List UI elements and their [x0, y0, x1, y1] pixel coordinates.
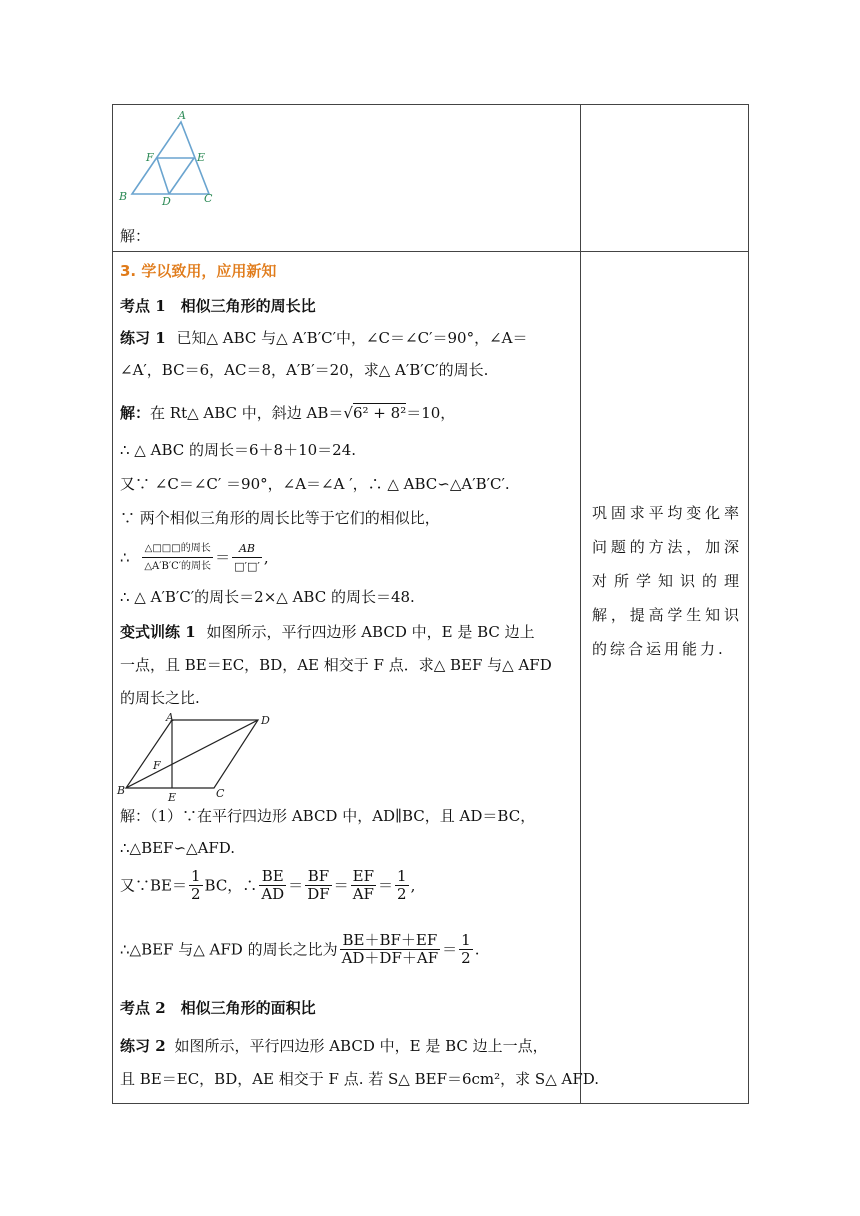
- exercise2-line1: [120, 1036, 548, 1056]
- perimeter-ratio-den: △A′B′C′的周长: [144, 561, 212, 572]
- perimeter-ratio-num: △□□□的周长: [142, 540, 213, 558]
- half-num: 1: [190, 867, 201, 885]
- exercise2-text1: 如图所示，平行四边形 ABCD 中，E 是 BC 边上一点，: [174, 1037, 548, 1055]
- eq-3: ＝: [378, 876, 394, 895]
- ratio-ef-af: [351, 868, 376, 903]
- ratio-be-ad: [259, 868, 286, 903]
- solution1-line2: ∴ △ ABC 的周长＝6＋8＋10＝24.: [120, 441, 357, 459]
- therefore-symbol: ∴: [120, 548, 130, 567]
- figure-label-e: E: [197, 151, 206, 164]
- perimeter-sum-den: AD＋DF＋AF: [341, 949, 439, 967]
- sqrt-content: 6² + 8²: [352, 404, 407, 422]
- section-heading: 3. 学以致用，应用新知: [120, 262, 277, 280]
- sqrt-symbol: √: [343, 404, 353, 422]
- variant1-line1: [120, 622, 535, 642]
- exercise1-line2: ∠A′，BC＝6，AC＝8，A′B′＝20，求△ A′B′C′的周长.: [120, 361, 489, 379]
- equals-sign: ＝: [215, 548, 231, 567]
- exercise2-label: 练习 2: [120, 1037, 166, 1055]
- para-label-d: D: [261, 714, 270, 727]
- variant1-text1: 如图所示，平行四边形 ABCD 中，E 是 BC 边上: [206, 623, 535, 641]
- exercise1-text1: 已知△ ABC 与△ A′B′C′中，∠C＝∠C′＝90°，∠A＝: [176, 329, 528, 347]
- vs4-text-a: ∴△BEF 与△ AFD 的周长之比为: [120, 940, 338, 959]
- para-label-f: F: [153, 759, 161, 772]
- side-ratio-den: □′□′: [234, 560, 260, 573]
- figure-label-c: C: [204, 192, 213, 205]
- ratio-df-den: DF: [307, 885, 330, 903]
- side-ratio-num: AB: [232, 540, 262, 558]
- ratio-bf-df: [305, 868, 331, 903]
- ratio-ef-num: EF: [352, 867, 374, 885]
- solve-label-top: 解：: [120, 227, 151, 245]
- row-divider: [112, 251, 749, 252]
- half-fraction: [189, 868, 203, 903]
- perimeter-result-den: 2: [461, 949, 471, 967]
- variant1-label: 变式训练 1: [120, 623, 196, 641]
- para-label-e: E: [168, 791, 177, 804]
- ratio-af-den: AF: [352, 885, 374, 903]
- exercise2-line2: 且 BE＝EC，BD，AE 相交于 F 点. 若 S△ BEF＝6cm²，求 S△ AFD.: [120, 1070, 600, 1088]
- exercise1-line1: [120, 328, 527, 348]
- ratio-result: [395, 868, 409, 903]
- perimeter-result: [459, 932, 473, 967]
- para-label-b: B: [117, 784, 126, 797]
- vs3-text-a: 又∵BE＝: [120, 876, 187, 895]
- solution1-label: 解：: [120, 404, 151, 422]
- solution1-line6: ∴ △ A′B′C′的周长＝2×△ ABC 的周长＝48.: [120, 588, 415, 606]
- solution1-line3: 又∵ ∠C＝∠C′ ＝90°，∠A＝∠A ′，∴ △ ABC∽△A′B′C′.: [120, 475, 510, 493]
- eq-1: ＝: [288, 876, 304, 895]
- perimeter-sum-fraction: [340, 932, 441, 967]
- vs4-end: .: [474, 940, 480, 959]
- parallelogram-figure: [114, 712, 284, 804]
- ratio-result-num: 1: [397, 867, 407, 885]
- solution1-line4: ∵ 两个相似三角形的周长比等于它们的相似比，: [120, 509, 440, 527]
- side-ratio-fraction: [232, 540, 262, 575]
- perimeter-ratio-fraction: [142, 540, 213, 575]
- variant1-solution-line2: ∴△BEF∽△AFD.: [120, 839, 236, 857]
- comma: ,: [263, 548, 269, 567]
- kp2-title: 考点 2 相似三角形的面积比: [120, 999, 316, 1017]
- variant1-solution-line4: [120, 932, 479, 972]
- exercise1-label: 练习 1: [120, 329, 166, 347]
- para-label-a: A: [166, 712, 174, 724]
- vs3-text-b: BC，∴: [204, 876, 258, 895]
- kp1-title: 考点 1 相似三角形的周长比: [120, 297, 316, 315]
- eq-2: ＝: [333, 876, 349, 895]
- variant1-solution-line3: [120, 868, 415, 908]
- solution1-text1b: ＝10，: [406, 404, 456, 422]
- solution1-line5: [120, 540, 269, 576]
- variant1-solution-line1: 解：（1）∵在平行四边形 ABCD 中，AD∥BC，且 AD＝BC，: [120, 807, 536, 825]
- triangle-figure: [114, 108, 224, 208]
- vs3-end: ,: [410, 876, 416, 895]
- figure-label-f: F: [146, 151, 154, 164]
- ratio-bf-num: BF: [305, 868, 331, 886]
- variant1-line2: 一点，且 BE＝EC，BD，AE 相交于 F 点．求△ BEF 与△ AFD: [120, 656, 552, 674]
- perimeter-sum-num: BE＋BF＋EF: [340, 932, 441, 950]
- figure-label-a: A: [178, 109, 186, 122]
- ratio-ad-den: AD: [261, 885, 285, 903]
- solution1-text1a: 在 Rt△ ABC 中，斜边 AB＝: [150, 404, 344, 422]
- solution1-line1: [120, 403, 455, 423]
- variant1-line3: 的周长之比.: [120, 689, 200, 707]
- column-divider: [580, 104, 581, 1104]
- teaching-intent-note: 巩固求平均变化率问题的方法，加深对所学知识的理解，提高学生知识的综合运用能力.: [592, 504, 742, 658]
- figure-label-d: D: [162, 195, 171, 208]
- half-den: 2: [190, 885, 201, 903]
- perimeter-result-num: 1: [461, 931, 471, 949]
- figure-label-b: B: [119, 190, 128, 203]
- ratio-result-den: 2: [397, 885, 407, 903]
- para-label-c: C: [216, 787, 225, 800]
- vs4-eq: ＝: [442, 940, 458, 959]
- ratio-be-num: BE: [259, 868, 286, 886]
